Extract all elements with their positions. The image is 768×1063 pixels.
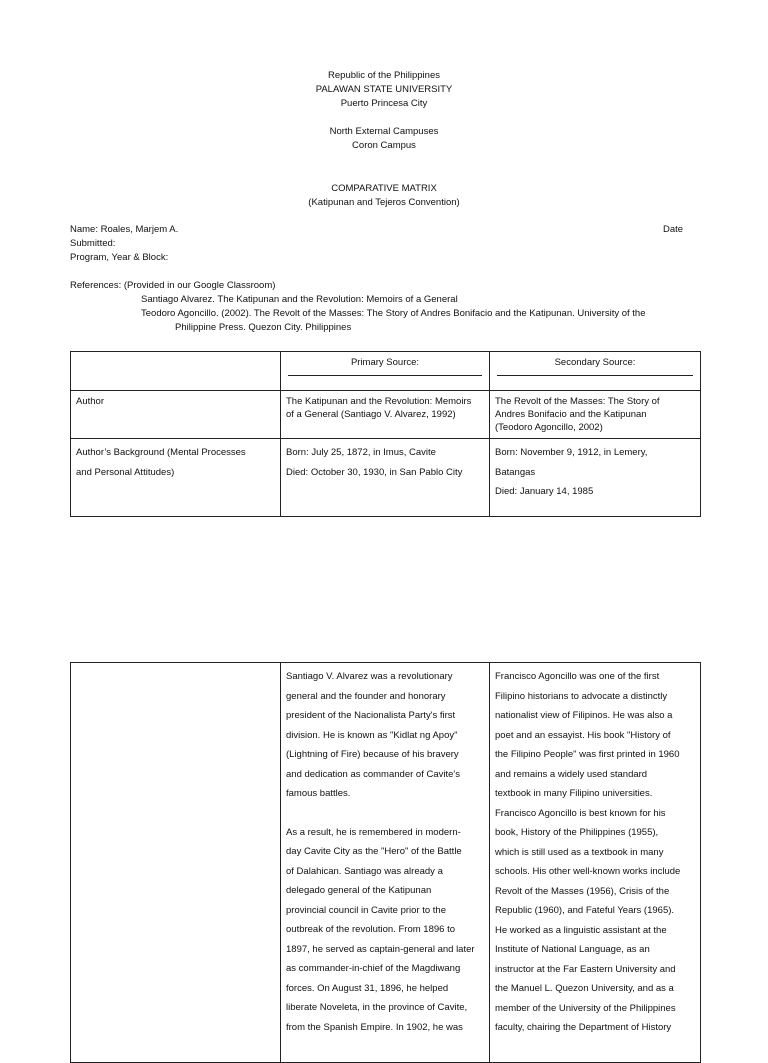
author-secondary-line2: Andres Bonifacio and the Katipunan [495, 409, 647, 420]
table-row-author [71, 391, 701, 439]
secondary-line: nationalist view of Filipinos. He was also a [495, 710, 673, 721]
references-label: References: (Provided in our Google Classroom) [70, 280, 276, 291]
secondary-line: instructor at the Far Eastern University and [495, 963, 676, 975]
details-empty-cell [71, 663, 281, 1063]
primary-p1-line: famous battles. [286, 788, 351, 799]
secondary-source-underline [497, 369, 693, 376]
comparative-matrix-table [70, 351, 701, 517]
primary-paragraph-2 [286, 823, 484, 1038]
secondary-paragraph [495, 667, 695, 1038]
primary-source-underline [288, 369, 482, 376]
secondary-born-line1: Born: November 9, 1912, in Lemery, [495, 447, 648, 458]
reference-2-line2: Philippine Press. Quezon City. Philippines [175, 322, 352, 333]
primary-details-cell [281, 663, 490, 1063]
reference-2-line1: Teodoro Agoncillo. (2002). The Revolt of the Masses: The Story of Andres Bonifacio and the Katipunan. University of the [141, 308, 646, 319]
author-secondary-line3: (Teodoro Agoncillo, 2002) [495, 422, 603, 433]
author-primary-line2: of a General (Santiago V. Alvarez, 1992) [286, 409, 456, 420]
author-label-cell [71, 391, 281, 439]
secondary-line: Revolt of the Masses (1956), Crisis of the [495, 885, 670, 897]
primary-p1-line: Santiago V. Alvarez was a revolutionary [286, 671, 453, 682]
reference-1: Santiago Alvarez. The Katipunan and the Revolution: Memoirs of a General [141, 294, 458, 305]
header-city: Puerto Princesa City [340, 98, 428, 109]
primary-p1-line: (Lightning of Fire) because of his bravery [286, 749, 459, 760]
secondary-line: faculty, chairing the Department of History [495, 1022, 672, 1033]
secondary-source-header [490, 352, 701, 391]
primary-p2-line: as commander-in-chief of the Magdiwang [286, 963, 461, 974]
secondary-line: the Manuel L. Quezon University, and as a [495, 983, 674, 994]
title-block [0, 182, 768, 210]
submitted-label: Submitted: [70, 238, 116, 249]
primary-p2-line: As a result, he is remembered in modern- [286, 826, 461, 838]
table-header-row [71, 352, 701, 391]
document-subtitle: (Katipunan and Tejeros Convention) [308, 197, 460, 208]
primary-p2-line: liberate Noveleta, in the province of Cavite, [286, 1002, 468, 1013]
secondary-line: which is still used as a textbook in many [495, 846, 664, 858]
primary-died: Died: October 30, 1930, in San Pablo City [286, 466, 463, 478]
header-republic: Republic of the Philippines [328, 70, 440, 81]
program-label: Program, Year & Block: [70, 252, 169, 263]
primary-p2-line: provincial council in Cavite prior to the [286, 904, 446, 916]
background-continued-table [70, 662, 701, 1063]
header-coron-campus: Coron Campus [352, 140, 416, 151]
header-university: PALAWAN STATE UNIVERSITY [315, 84, 453, 95]
background-primary-cell [281, 439, 490, 517]
secondary-line: He worked as a linguistic assistant at the [495, 924, 667, 936]
author-label: Author [76, 396, 104, 407]
background-label-cell [71, 439, 281, 517]
secondary-line: textbook in many Filipino universities. [495, 788, 653, 799]
secondary-died: Died: January 14, 1985 [495, 486, 594, 497]
secondary-line: the Filipino People" was first printed in 1960 [495, 749, 680, 760]
secondary-line: Francisco Agoncillo is best known for his [495, 807, 666, 819]
author-primary-line1: The Katipunan and the Revolution: Memoirs [286, 396, 472, 407]
secondary-line: schools. His other well-known works include [495, 866, 681, 877]
header-external-campuses: North External Campuses [329, 126, 439, 137]
secondary-line: book, History of the Philippines (1955), [495, 827, 659, 838]
primary-p2-line: of Dalahican. Santiago was already a [286, 865, 443, 877]
background-label-line2: and Personal Attitudes) [76, 466, 175, 478]
table-row-background [71, 439, 701, 517]
secondary-line: Filipino historians to advocate a distinctly [495, 690, 668, 702]
primary-p2-line: 1897, he served as captain-general and later [286, 943, 475, 955]
document-header [0, 69, 768, 111]
background-label-line1: Author’s Background (Mental Processes [76, 447, 246, 458]
author-primary-cell [281, 391, 490, 439]
secondary-line: and remains a widely used standard [495, 768, 648, 780]
secondary-source-label: Secondary Source: [554, 357, 636, 368]
secondary-details-cell [490, 663, 701, 1063]
primary-p2-line: forces. On August 31, 1896, he helped [286, 982, 449, 994]
secondary-line: Republic (1960), and Fateful Years (1965). [495, 905, 675, 916]
primary-source-label: Primary Source: [350, 357, 420, 368]
date-label: Date [663, 224, 684, 235]
primary-born: Born: July 25, 1872, in Imus, Cavite [286, 447, 436, 458]
primary-paragraph-1 [286, 667, 484, 804]
secondary-line: Institute of National Language, as an [495, 944, 650, 955]
table-row-background-details [71, 663, 701, 1063]
author-secondary-line1: The Revolt of the Masses: The Story of [495, 396, 660, 407]
author-secondary-cell [490, 391, 701, 439]
header-empty-cell [71, 352, 281, 391]
primary-p1-line: division. He is known as "Kidlat ng Apoy" [286, 729, 458, 741]
secondary-born-line2: Batangas [495, 466, 536, 478]
background-secondary-cell [490, 439, 701, 517]
primary-source-header [281, 352, 490, 391]
student-name: Name: Roales, Marjem A. [70, 224, 179, 235]
primary-p2-line: day Cavite City as the "Hero" of the Battle [286, 846, 462, 857]
primary-p1-line: and dedication as commander of Cavite's [286, 768, 460, 780]
secondary-line: member of the University of the Philippines [495, 1002, 676, 1014]
secondary-line: poet and an essayist. His book "History of [495, 729, 671, 741]
primary-p1-line: president of the Nacionalista Party's first [286, 710, 456, 721]
primary-p2-line: outbreak of the revolution. From 1896 to [286, 924, 455, 935]
campus-block [0, 125, 768, 153]
primary-p1-line: general and the founder and honorary [286, 690, 446, 702]
primary-p2-line: from the Spanish Empire. In 1902, he was [286, 1021, 463, 1033]
primary-p2-line: delegado general of the Katipunan [286, 885, 432, 896]
document-title: COMPARATIVE MATRIX [331, 183, 437, 194]
secondary-line: Francisco Agoncillo was one of the first [495, 671, 660, 682]
